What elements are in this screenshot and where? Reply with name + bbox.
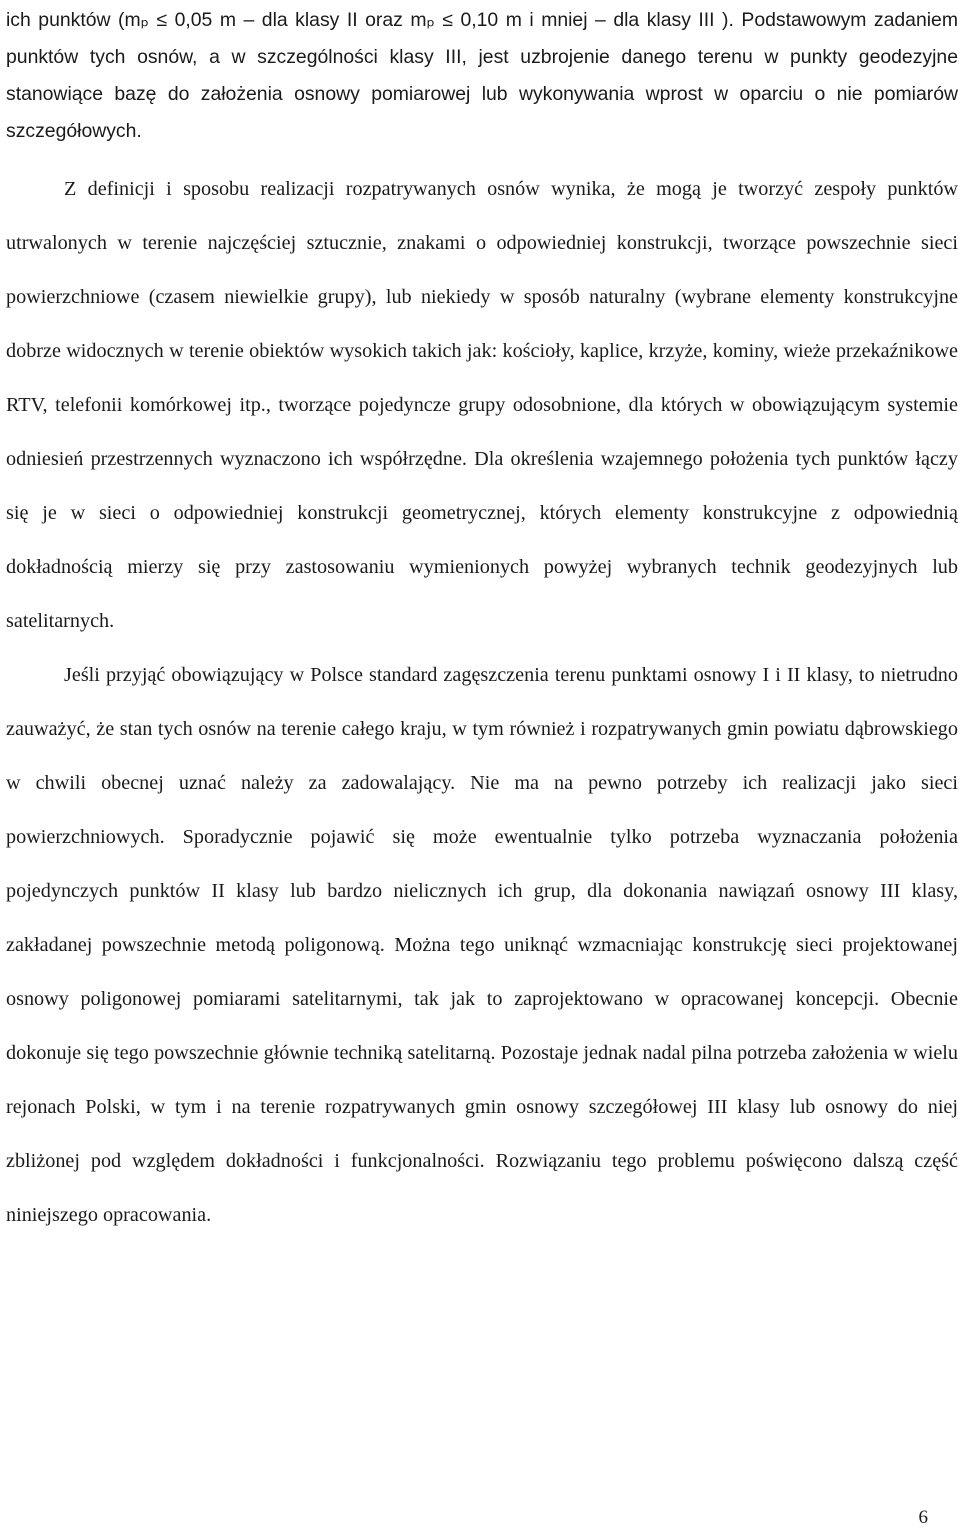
paragraph-standard: Jeśli przyjąć obowiązujący w Polsce standard zagęszczenia terenu punktami osnowy I i II klasy, to nietrudno zauważyć, że stan tych osnów na terenie całego kraju, w tym również i rozpatrywanych gmin powiatu dąbrowskiego w chwili obecnej uznać należy za zadowalający. Nie ma na pewno potrzeby ich realizacji jako sieci powierzchniowych. Sporadycznie pojawić się może ewentualnie tylko potrzeba wyznaczania położenia pojedynczych punktów II klasy lub bardzo nielicznych ich grup, dla dokonania nawiązań osnowy III klasy, zakładanej powszechnie metodą poligonową. Można tego uniknąć wzmacniając konstrukcję sieci projektowanej osnowy poligonowej pomiarami satelitarnymi, tak jak to zaprojektowano w opracowanej koncepcji. Obecnie dokonuje się tego powszechnie głównie techniką satelitarną. Pozostaje jednak nadal pilna potrzeba założenia w wielu rejonach Polski, w tym i na terenie rozpatrywanych gmin osnowy szczegółowej III klasy lub osnowy do niej zbliżonej pod względem dokładności i funkcjonalności. Rozwiązaniu tego problemu poświęcono dalszą część niniejszego opracowania.: [6, 664, 958, 1226]
document-page: [6, 2, 958, 1242]
paragraph-definitions: Z definicji i sposobu realizacji rozpatrywanych osnów wynika, że mogą je tworzyć zespoły punktów utrwalonych w terenie najczęściej sztucznie, znakami o odpowiedniej konstrukcji, tworzące powszechnie sieci powierzchniowe (czasem niewielkie grupy), lub niekiedy w sposób naturalny (wybrane elementy konstrukcyjne dobrze widocznych w terenie obiektów wysokich takich jak: kościoły, kaplice, krzyże, kominy, wieże przekaźnikowe RTV, telefonii komórkowej itp., tworzące pojedyncze grupy odosobnione, dla których w obowiązującym systemie odniesień przestrzennych wyznaczono ich współrzędne. Dla określenia wzajemnego położenia tych punktów łączy się je w sieci o odpowiedniej konstrukcji geometrycznej, których elementy konstrukcyjne z odpowiednią dokładnością mierzy się przy zastosowaniu wymienionych powyżej wybranych technik geodezyjnych lub satelitarnych.: [6, 178, 958, 632]
page-number: 6: [918, 1507, 928, 1528]
intro-paragraph: ich punktów (mₚ ≤ 0,05 m – dla klasy II oraz mₚ ≤ 0,10 m i mniej – dla klasy III ). Podstawowym zadaniem punktów tych osnów, a w szczególności klasy III, jest uzbrojenie danego terenu w punkty geodezyjne stanowiące bazę do założenia osnowy pomiarowej lub wykonywania wprost w oparciu o nie pomiarów szczegółowych.: [6, 9, 958, 142]
